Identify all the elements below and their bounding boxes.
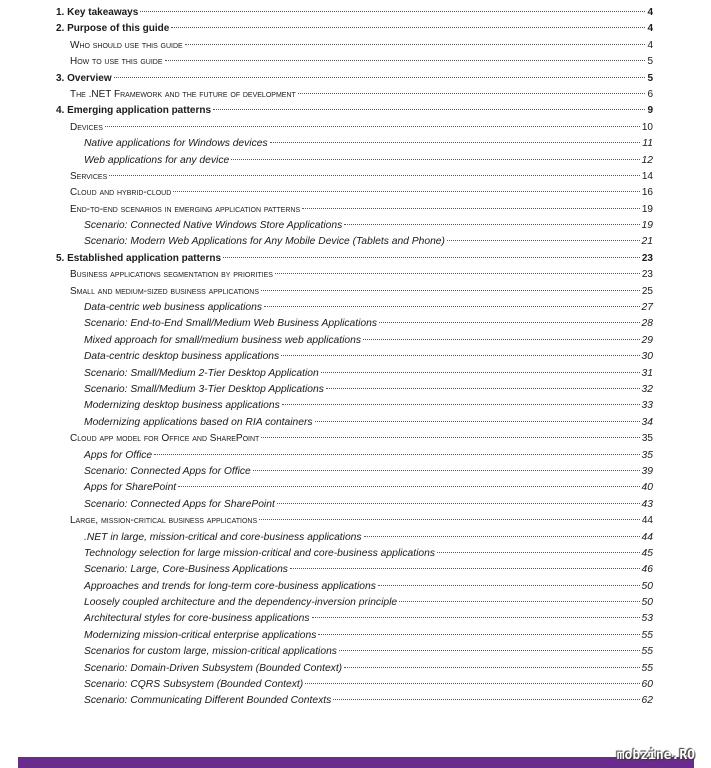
dot-leader: [231, 159, 639, 160]
toc-entry[interactable]: [56, 136, 653, 152]
toc-entry-page: 35: [641, 449, 653, 461]
toc-entry-title: Data-centric desktop business applications: [84, 351, 280, 363]
dot-leader: [171, 27, 645, 28]
dot-leader: [399, 601, 639, 602]
toc-entry-page: 35: [641, 433, 653, 445]
toc-entry-title: Large, mission-critical business applications: [70, 515, 258, 527]
dot-leader: [259, 519, 640, 520]
toc-entry-page: 14: [641, 170, 653, 182]
toc-entry-page: 23: [641, 252, 653, 264]
toc-entry[interactable]: [56, 251, 653, 267]
toc-entry-title: 3. Overview: [56, 72, 112, 84]
toc-entry-page: 16: [641, 187, 653, 199]
watermark: mobzine.RO: [616, 748, 695, 763]
dot-leader: [363, 339, 640, 340]
toc-entry-title: Scenario: Communicating Different Bounded Contexts: [84, 695, 332, 707]
toc-entry-title: How to use this guide: [70, 56, 163, 68]
toc-entry[interactable]: [56, 677, 653, 693]
dot-leader: [223, 257, 640, 258]
dot-leader: [261, 437, 640, 438]
toc-entry-title: The .NET Framework and the future of development: [70, 88, 296, 100]
toc-entry-title: Scenario: Small/Medium 2-Tier Desktop Application: [84, 367, 319, 379]
toc-entry-title: 5. Established application patterns: [56, 252, 222, 264]
toc-entry[interactable]: [56, 579, 653, 595]
toc-entry-page: 62: [641, 695, 653, 707]
toc-entry[interactable]: [56, 120, 653, 136]
toc-entry-page: 21: [641, 236, 653, 248]
toc-entry-page: 44: [641, 531, 653, 543]
dot-leader: [339, 650, 640, 651]
toc-entry-title: Small and medium-sized business applications: [70, 285, 260, 297]
dot-leader: [109, 175, 640, 176]
toc-entry-title: Mixed approach for small/medium business web applications: [84, 334, 362, 346]
dot-leader: [213, 109, 645, 110]
toc-entry[interactable]: [56, 398, 653, 414]
table-of-contents: [56, 5, 653, 710]
toc-entry-title: Data-centric web business applications: [84, 302, 262, 314]
dot-leader: [298, 93, 646, 94]
dot-leader: [437, 552, 639, 553]
toc-entry-title: Services: [70, 170, 108, 182]
dot-leader: [321, 372, 640, 373]
toc-entry[interactable]: [56, 316, 653, 332]
toc-entry-title: Scenario: Connected Native Windows Store Applications: [84, 220, 343, 232]
dot-leader: [305, 683, 639, 684]
toc-entry[interactable]: [56, 611, 653, 627]
toc-entry[interactable]: [56, 562, 653, 578]
toc-entry-page: 55: [641, 646, 653, 658]
dot-leader: [264, 306, 640, 307]
toc-entry-title: Devices: [70, 121, 103, 133]
toc-entry[interactable]: [56, 103, 653, 119]
toc-entry-title: End-to-end scenarios in emerging application patterns: [70, 203, 301, 215]
toc-entry[interactable]: [56, 234, 653, 250]
toc-entry[interactable]: [56, 382, 653, 398]
toc-entry[interactable]: [56, 38, 653, 54]
dot-leader: [253, 470, 640, 471]
toc-entry-page: 6: [647, 88, 653, 100]
toc-entry-page: 5: [647, 56, 653, 68]
dot-leader: [270, 142, 641, 143]
dot-leader: [290, 568, 640, 569]
toc-entry-page: 45: [641, 547, 653, 559]
toc-entry-page: 33: [641, 400, 653, 412]
toc-entry[interactable]: [56, 448, 653, 464]
toc-entry-title: Web applications for any device: [84, 154, 230, 166]
toc-entry-page: 4: [647, 39, 653, 51]
toc-entry[interactable]: [56, 333, 653, 349]
toc-entry-title: Modernizing desktop business applications: [84, 400, 280, 412]
toc-entry-page: 4: [647, 7, 653, 18]
toc-entry[interactable]: [56, 153, 653, 169]
toc-entry-title: Scenario: Connected Apps for SharePoint: [84, 498, 275, 510]
toc-entry-title: Scenario: Small/Medium 3-Tier Desktop Applications: [84, 383, 324, 395]
toc-entry-page: 23: [641, 269, 653, 281]
toc-entry-page: 55: [641, 629, 653, 641]
toc-entry-title: Modernizing mission-critical enterprise applications: [84, 629, 317, 641]
toc-entry[interactable]: [56, 693, 653, 709]
toc-entry[interactable]: [56, 218, 653, 234]
dot-leader: [165, 60, 646, 61]
dot-leader: [281, 355, 639, 356]
dot-leader: [333, 699, 639, 700]
dot-leader: [364, 536, 640, 537]
dot-leader: [379, 322, 640, 323]
toc-entry-title: Architectural styles for core-business applications: [84, 613, 310, 625]
dot-leader: [447, 240, 640, 241]
toc-entry[interactable]: [56, 202, 653, 218]
toc-entry-page: 27: [641, 302, 653, 314]
toc-entry[interactable]: [56, 300, 653, 316]
toc-entry-page: 55: [641, 662, 653, 674]
toc-entry-title: Apps for SharePoint: [84, 482, 177, 494]
toc-entry[interactable]: [56, 349, 653, 365]
toc-entry-page: 25: [641, 285, 653, 297]
toc-entry-title: 4. Emerging application patterns: [56, 105, 212, 117]
toc-entry-title: .NET in large, mission-critical and core-business applications: [84, 531, 362, 543]
toc-entry[interactable]: [56, 54, 653, 70]
dot-leader: [173, 191, 640, 192]
toc-entry[interactable]: [56, 431, 653, 447]
toc-entry-title: Technology selection for large mission-critical and core-business applications: [84, 547, 436, 559]
toc-entry-page: 43: [641, 498, 653, 510]
toc-entry-page: 9: [647, 105, 653, 117]
toc-entry-page: 30: [641, 351, 653, 363]
toc-entry-page: 50: [641, 597, 653, 609]
toc-entry-page: 10: [641, 121, 653, 133]
toc-entry-title: Scenario: Modern Web Applications for Any Mobile Device (Tablets and Phone): [84, 236, 445, 248]
toc-entry[interactable]: [56, 546, 653, 562]
toc-entry[interactable]: [56, 21, 653, 37]
toc-entry-title: Cloud app model for Office and SharePoint: [70, 433, 260, 445]
toc-entry-page: 40: [641, 482, 653, 494]
dot-leader: [315, 421, 640, 422]
toc-entry[interactable]: [56, 513, 653, 529]
toc-entry-page: 60: [641, 679, 653, 691]
toc-entry[interactable]: [56, 5, 653, 21]
dot-leader: [261, 290, 640, 291]
dot-leader: [178, 486, 639, 487]
toc-entry[interactable]: [56, 595, 653, 611]
toc-entry[interactable]: [56, 464, 653, 480]
toc-entry[interactable]: [56, 497, 653, 513]
toc-entry-page: 5: [647, 72, 653, 84]
toc-entry-title: 2. Purpose of this guide: [56, 23, 170, 35]
dot-leader: [275, 273, 640, 274]
toc-entry[interactable]: [56, 644, 653, 660]
footer-bar: [18, 757, 694, 768]
toc-entry[interactable]: [56, 415, 653, 431]
toc-entry-title: Cloud and hybrid-cloud: [70, 187, 172, 199]
toc-entry-page: 11: [642, 138, 653, 150]
dot-leader: [326, 388, 640, 389]
toc-entry-title: Approaches and trends for long-term core-business applications: [84, 580, 376, 592]
toc-entry-page: 34: [641, 416, 653, 428]
toc-entry-title: Modernizing applications based on RIA containers: [84, 416, 313, 428]
dot-leader: [114, 77, 646, 78]
toc-entry-title: Loosely coupled architecture and the dependency-inversion principle: [84, 597, 398, 609]
toc-entry[interactable]: [56, 661, 653, 677]
toc-entry-title: Native applications for Windows devices: [84, 138, 268, 150]
toc-entry-title: Scenarios for custom large, mission-critical applications: [84, 646, 337, 658]
toc-entry[interactable]: [56, 185, 653, 201]
dot-leader: [302, 208, 640, 209]
toc-entry[interactable]: [56, 169, 653, 185]
toc-entry-page: 29: [641, 334, 653, 346]
dot-leader: [140, 11, 645, 12]
dot-leader: [277, 503, 640, 504]
toc-entry[interactable]: [56, 628, 653, 644]
toc-entry-page: 44: [641, 515, 653, 527]
toc-entry[interactable]: [56, 366, 653, 382]
toc-entry-page: 4: [647, 23, 653, 35]
dot-leader: [378, 585, 640, 586]
toc-entry[interactable]: [56, 267, 653, 283]
toc-entry[interactable]: [56, 284, 653, 300]
toc-entry-page: 28: [641, 318, 653, 330]
toc-entry-title: Business applications segmentation by priorities: [70, 269, 273, 281]
toc-entry-title: 1. Key takeaways: [56, 7, 139, 18]
toc-entry-title: Scenario: Connected Apps for Office: [84, 465, 251, 477]
dot-leader: [185, 44, 646, 45]
toc-entry-page: 53: [641, 613, 653, 625]
toc-entry-page: 39: [641, 465, 653, 477]
dot-leader: [105, 126, 640, 127]
toc-entry-page: 31: [641, 367, 653, 379]
toc-entry-title: Scenario: End-to-End Small/Medium Web Business Applications: [84, 318, 378, 330]
toc-entry[interactable]: [56, 480, 653, 496]
toc-entry-title: Who should use this guide: [70, 39, 183, 51]
toc-entry[interactable]: [56, 87, 653, 103]
toc-entry-page: 12: [641, 154, 653, 166]
toc-entry-title: Scenario: CQRS Subsystem (Bounded Context): [84, 679, 304, 691]
toc-entry-title: Apps for Office: [84, 449, 153, 461]
toc-entry-page: 19: [641, 203, 653, 215]
toc-entry[interactable]: [56, 71, 653, 87]
toc-entry-page: 32: [641, 383, 653, 395]
dot-leader: [318, 634, 639, 635]
toc-entry-title: Scenario: Large, Core-Business Applications: [84, 564, 288, 576]
toc-entry-page: 19: [641, 220, 653, 232]
toc-entry-page: 50: [641, 580, 653, 592]
dot-leader: [312, 617, 640, 618]
dot-leader: [344, 667, 639, 668]
toc-entry-title: Scenario: Domain-Driven Subsystem (Bounded Context): [84, 662, 343, 674]
dot-leader: [282, 404, 640, 405]
dot-leader: [344, 224, 639, 225]
toc-entry-page: 46: [641, 564, 653, 576]
toc-entry[interactable]: [56, 530, 653, 546]
dot-leader: [154, 454, 639, 455]
